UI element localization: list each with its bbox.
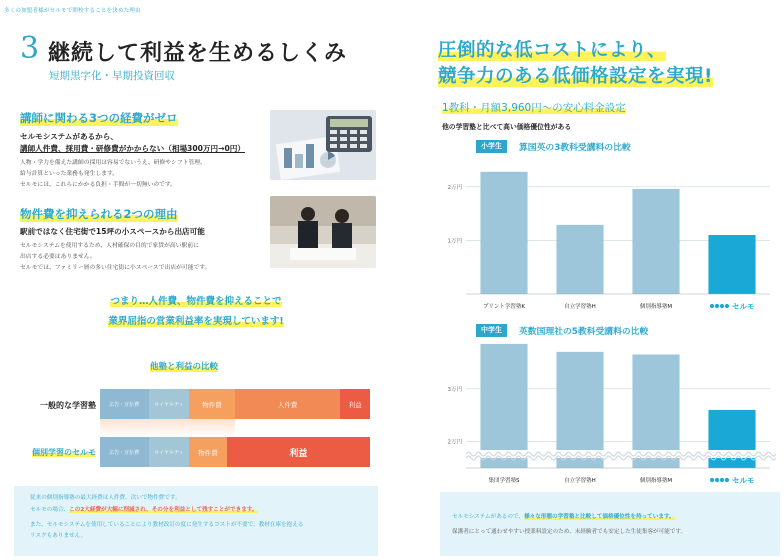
section2-heading: 物件費を抑えられる2つの理由	[20, 207, 178, 221]
section2-body-1: セルモシステムを使用するため、人材確保の目的で家賃が高い駅前に	[20, 243, 199, 249]
section1-body-3: セルモには、これらにかかる負担・手間が一切無いのです。	[20, 182, 177, 188]
left-note-2b: この2大経費が大幅に削減され、その分を利益として残すことができます。	[69, 507, 258, 513]
logo-dot	[715, 304, 719, 308]
section1-lead-2: 講師人件費、採用費・研修費がかからない（相場300万円→0円）	[20, 144, 245, 153]
comparison-segment-0-4: 利益	[340, 389, 370, 419]
y-tick-label: 2万円	[447, 184, 462, 191]
y-tick-label: 2万円	[447, 439, 462, 446]
bar-0	[480, 344, 527, 468]
comparison-segment-0-0: 広告・宣伝費	[100, 389, 149, 419]
x-label: 個別指導塾M	[639, 478, 673, 484]
bar-1	[556, 225, 603, 294]
right-note-1a: セルモシステムがあるので、	[452, 514, 525, 520]
selmo-logo	[710, 302, 755, 311]
comparison-segment-1-2: 物件費	[189, 437, 227, 467]
page-title: 継続して利益を生めるしくみ	[48, 41, 348, 66]
left-note-2a: セルモの場合、	[30, 507, 70, 513]
left-note-4: リスクもありません。	[30, 533, 87, 539]
chart-elementary-title: 算国英の3教科受講料の比較	[519, 143, 631, 153]
comparison-row-label-general: 一般的な学習塾	[40, 401, 96, 410]
summary-line-1: つまり…人件費、物件費を抑えることで	[110, 296, 282, 307]
comparison-segment-1-1: ロイヤルティ	[149, 437, 190, 467]
section-number: 3	[20, 31, 40, 66]
logo-dot	[720, 304, 724, 308]
x-label-brand: セルモ	[732, 476, 755, 485]
summary-line-2: 業界屈指の営業利益率を実現しています!	[108, 316, 284, 327]
bar-2	[632, 189, 679, 294]
comparison-segment-0-2: 物件費	[189, 389, 235, 419]
chart-elementary	[440, 140, 780, 320]
x-label: 自立学習塾H	[564, 304, 596, 310]
section1-lead-1: セルモシステムがあるから、	[20, 132, 118, 141]
section2-body-3: セルモでは、ファミリー層の多い住宅街に小スペースで出店が可能です。	[20, 265, 211, 271]
logo-dot	[710, 304, 714, 308]
right-notes-box	[440, 492, 780, 556]
comparison-row-label-selmo: 個別学習のセルモ	[32, 448, 96, 457]
x-label: 集団学習塾S	[488, 478, 520, 484]
axis-break-band	[466, 450, 770, 458]
chart-junior-high-title: 英数国理社の5教科受講料の比較	[519, 327, 649, 337]
logo-dot	[720, 478, 724, 482]
logo-dot	[725, 478, 729, 482]
bar-3	[708, 235, 755, 294]
comparison-segment-1-3: 利益	[227, 437, 370, 467]
right-headline-2: 競争力のある低価格設定を実現!	[438, 66, 713, 87]
right-note-1b: 様々な形態の学習塾と比較して価格優位性を持っています。	[524, 514, 675, 520]
x-label-brand: セルモ	[732, 302, 755, 311]
left-note-1: 従来の個別指導塾の最大経費は人件費、次いで物件費です。	[30, 495, 181, 501]
y-tick-label: 3万円	[447, 386, 462, 393]
comparison-bar-selmo	[100, 437, 370, 467]
chart-junior-high	[440, 320, 780, 490]
x-label: プリント学習塾K	[483, 304, 525, 310]
x-label: 自立学習塾H	[564, 478, 596, 484]
calculator-photo	[270, 110, 376, 180]
business-meeting-photo	[270, 196, 376, 268]
section2-body-2: 出店する必要はありません。	[20, 254, 96, 260]
logo-dot	[715, 478, 719, 482]
right-headline-1: 圧倒的な低コストにより、	[438, 40, 667, 61]
comparison-bar-general	[100, 389, 370, 419]
chart-junior-high-plot	[440, 320, 780, 490]
section1-body-2: 給与計算といった業務も発生します。	[20, 171, 119, 177]
right-note-2: 保護者にとって通わせやすい授業料設定のため、未経験者でも安定した生徒集客が可能です。	[452, 529, 687, 535]
chart-junior-high-badge: 中学生	[476, 324, 507, 337]
comparison-title: 他塾と利益の比較	[150, 362, 219, 372]
page-subtitle: 短期黒字化・早期投資回収	[49, 70, 175, 82]
x-label: 個別指導塾M	[639, 304, 673, 310]
chart-elementary-badge: 小学生	[476, 140, 507, 153]
logo-dot	[710, 478, 714, 482]
comparison-segment-1-0: 広告・宣伝費	[100, 437, 149, 467]
section1-heading: 講師に関わる3つの経費がゼロ	[20, 111, 178, 125]
y-tick-label: 1万円	[447, 238, 462, 245]
logo-dot	[725, 304, 729, 308]
comparison-segment-0-1: ロイヤルティ	[149, 389, 190, 419]
price-subtext: 他の学習塾と比べて高い価格優位性がある	[442, 123, 572, 131]
price-statement: 1教科・月額3,960円～の安心料金設定	[442, 102, 626, 114]
section1-body-1: 人物・学力を備えた講師の採用は容易でないうえ、研修やシフト管理、	[20, 160, 206, 166]
eyebrow-text: 多くの加盟者様がセルモで開校することを決めた理由	[4, 8, 141, 14]
selmo-logo	[710, 476, 755, 485]
comparison-connector	[100, 419, 235, 437]
comparison-segment-0-3: 人件費	[235, 389, 340, 419]
section2-lead: 駅前ではなく住宅街で15坪の小スペースから出店可能	[20, 227, 205, 236]
left-note-3: また、セルモシステムを使用していることにより教材改訂の度に発生するコストが不要で、教材在庫を抱える	[30, 522, 304, 528]
bar-0	[480, 172, 527, 294]
chart-elementary-plot	[440, 140, 780, 320]
